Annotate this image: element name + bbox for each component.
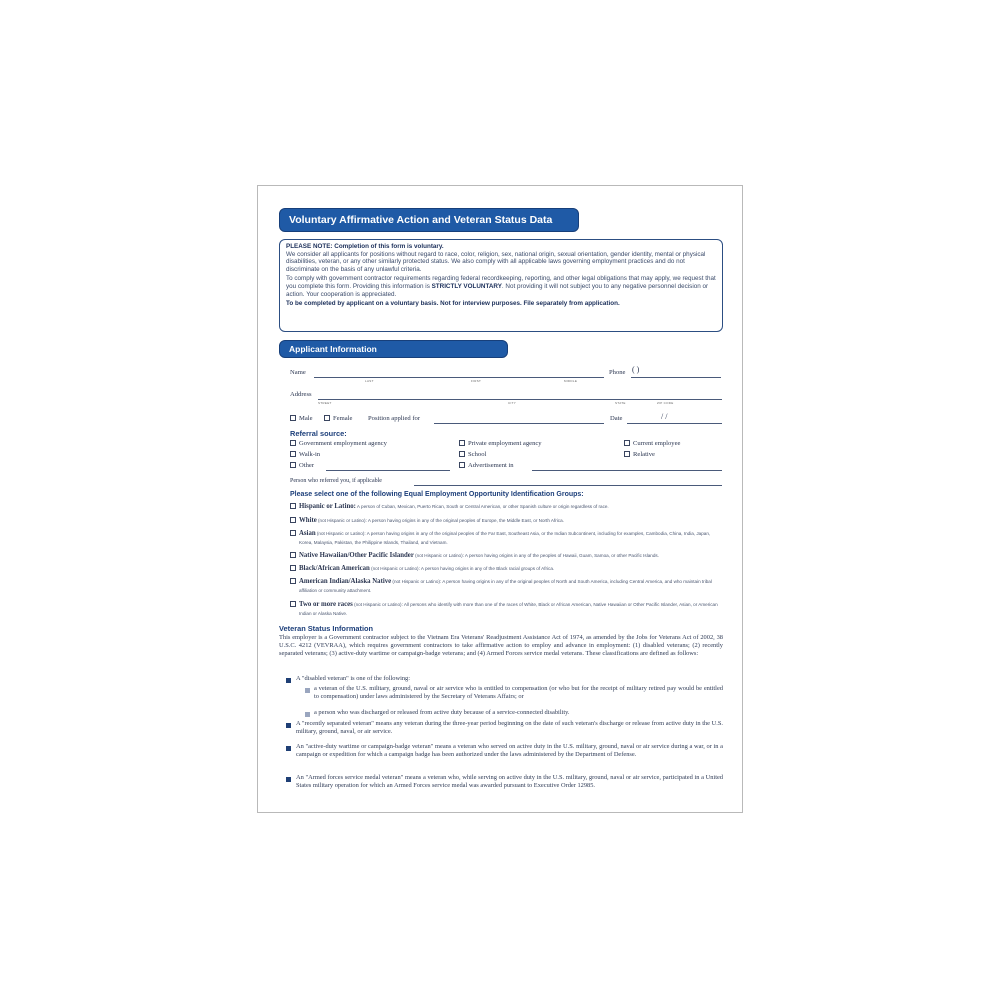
name-label: Name xyxy=(290,369,306,376)
veteran-bullet: A "recently separated veteran" means any veteran during the three-year period beginning on the date of such veteran's discharge or release from active duty in the U.S. military, ground, naval, or air service. xyxy=(296,720,723,735)
checkbox-icon xyxy=(290,517,296,523)
eeo-name: Native Hawaiian/Other Pacific Islander xyxy=(299,552,414,559)
bullet-square-icon xyxy=(286,777,291,782)
eeo-name: Black/African American xyxy=(299,565,370,572)
referral-option[interactable] xyxy=(459,451,486,459)
referral-option-label: Relative xyxy=(633,451,655,458)
eeo-name: Hispanic or Latino: xyxy=(299,503,356,510)
checkbox-icon xyxy=(290,565,296,571)
other-input[interactable] xyxy=(326,470,450,471)
phone-parens: ( ) xyxy=(632,365,640,374)
referred-by-input[interactable] xyxy=(414,485,722,486)
bullet-square-icon xyxy=(286,723,291,728)
checkbox-icon xyxy=(624,440,630,446)
referral-option[interactable] xyxy=(459,462,514,470)
eeo-option[interactable] xyxy=(299,577,724,595)
checkbox-icon xyxy=(459,462,465,468)
female-label: Female xyxy=(333,415,353,422)
sub-bullet-icon xyxy=(305,688,310,693)
referral-option-label: Current employee xyxy=(633,440,681,447)
eeo-option[interactable] xyxy=(299,551,724,560)
address-sub-zip: ZIP CODE xyxy=(657,401,674,405)
checkbox-icon xyxy=(459,440,465,446)
referral-option-label: Walk-in xyxy=(299,451,321,458)
veteran-heading: Veteran Status Information xyxy=(279,624,374,633)
notice-p2-end: . Not providing it will not subject you to any negative personnel decision or action. Your cooperation is appreciated. xyxy=(286,282,709,298)
veteran-bullet: An "Armed forces service medal veteran" means a veteran who, while serving on active duty in the U.S. military, ground, naval or air service, participated in a United States military operation for which an Armed Forces service medal was awarded pursuant to Executive Order 12985. xyxy=(296,774,723,789)
eeo-desc: (not Hispanic or Latino): A person having origins in any of the Black racial groups of Africa. xyxy=(369,566,555,571)
eeo-option[interactable] xyxy=(299,502,724,511)
referral-option[interactable] xyxy=(290,462,314,470)
eeo-option[interactable] xyxy=(299,516,724,525)
referral-option-label: Private employment agency xyxy=(468,440,542,447)
referral-option[interactable] xyxy=(624,451,655,459)
referral-heading: Referral source: xyxy=(290,429,347,438)
referral-option-label: Other xyxy=(299,462,315,469)
eeo-desc: (not Hispanic or Latino): All persons who identify with more than one of the races of White, Black or African American, Native Hawaiian or Other Pacific Islander, Asian, or American Indian or Alaska Native. xyxy=(299,602,718,616)
notice-heading: PLEASE NOTE: Completion of this form is voluntary. xyxy=(286,243,444,250)
eeo-desc: (not Hispanic or Latino): A person having origins in any of the original peoples of North and South America, including Central America, and who maintain tribal affiliation or community attachment. xyxy=(299,579,712,593)
eeo-option[interactable] xyxy=(299,529,724,547)
phone-input[interactable] xyxy=(631,377,721,378)
notice-p2: To comply with government contractor requirements regarding federal recordkeeping, reporting, and other legal obligations that may apply, we request that you complete this form. Providing this information is xyxy=(286,275,716,290)
eeo-desc: A person of Cuban, Mexican, Puerto Rican, South or Central American, or other Spanish culture or origin regardless of race. xyxy=(355,504,609,509)
checkbox-icon xyxy=(324,415,330,421)
male-label: Male xyxy=(299,415,313,422)
position-label: Position applied for xyxy=(368,415,421,422)
address-sub-street: STREET xyxy=(318,401,332,405)
address-input[interactable] xyxy=(318,399,722,400)
eeo-name: American Indian/Alaska Native xyxy=(299,578,392,585)
checkbox-icon xyxy=(290,415,296,421)
notice-box xyxy=(279,239,723,332)
advertisement-input[interactable] xyxy=(532,470,722,471)
referral-option[interactable] xyxy=(459,440,542,448)
veteran-disabled-sub: a person who was discharged or released from active duty because of a service-connected disability. xyxy=(314,709,570,716)
notice-footer: To be completed by applicant on a voluntary basis. Not for interview purposes. File separately from application. xyxy=(286,300,620,308)
notice-strong: STRICTLY VOLUNTARY xyxy=(431,282,502,290)
name-input[interactable] xyxy=(314,377,604,378)
address-sub-state: STATE xyxy=(615,401,626,405)
name-sub-first: FIRST xyxy=(471,379,482,383)
checkbox-icon xyxy=(290,462,296,468)
phone-label: Phone xyxy=(609,369,626,376)
sub-bullet-icon xyxy=(305,712,310,717)
eeo-desc: (not Hispanic or Latino): A person having origins in any of the original peoples of Europe, the Middle East, or North Africa. xyxy=(316,518,564,523)
checkbox-icon xyxy=(459,451,465,457)
applicant-heading: Applicant Information xyxy=(279,340,508,358)
eeo-name: White xyxy=(299,517,317,524)
eeo-desc: (not Hispanic or Latino): A person having origins in any of the original peoples of the Far East, Southeast Asia, or the Indian Subcontinent, including for examples, Cambodia, China, India, Japan, Korea, Malaysia, Pakistan, the Philippine Islands, Thailand, and Vietnam. xyxy=(299,531,711,545)
referral-option[interactable] xyxy=(624,440,680,448)
eeo-heading: Please select one of the following Equal Employment Opportunity Identification Groups: xyxy=(290,491,584,498)
position-input[interactable] xyxy=(434,423,604,424)
checkbox-icon xyxy=(290,601,296,607)
checkbox-icon xyxy=(624,451,630,457)
checkbox-icon xyxy=(290,578,296,584)
address-sub-city: CITY xyxy=(508,401,517,405)
referral-option[interactable] xyxy=(290,440,387,448)
referral-option[interactable] xyxy=(290,451,320,459)
bullet-square-icon xyxy=(286,678,291,683)
eeo-desc: (not Hispanic or Latino): A person having origins in any of the peoples of Hawaii, Guam, Samoa, or other Pacific Islands. xyxy=(413,553,659,558)
checkbox-icon xyxy=(290,552,296,558)
referred-by-label: Person who referred you, if applicable xyxy=(290,478,382,484)
checkbox-icon xyxy=(290,451,296,457)
date-slashes: / / xyxy=(661,412,668,421)
veteran-disabled: A "disabled veteran" is one of the following: xyxy=(296,675,411,682)
bullet-square-icon xyxy=(286,746,291,751)
date-input[interactable] xyxy=(627,423,722,424)
address-label: Address xyxy=(290,391,312,398)
form-page xyxy=(257,185,743,813)
notice-p1: We consider all applicants for positions without regard to race, color, religion, sex, national origin, sexual orientation, gender identity, mental or physical disabilities, veteran, or any other similarly protected status. We also comply with all applicable laws governing employment practices and do not discriminate on the basis of any unlawful criteria. xyxy=(286,250,706,273)
veteran-bullet: An "active-duty wartime or campaign-badge veteran" means a veteran who served on active duty in the U.S. military, ground, naval or air service during a war, or in a campaign or expedition for which a campaign badge has been authorized under the laws administered by the Department of Defense. xyxy=(296,743,723,758)
name-sub-middle: MIDDLE xyxy=(564,379,578,383)
referral-option-label: Advertisement in xyxy=(468,462,514,469)
eeo-option[interactable] xyxy=(299,600,724,618)
form-title: Voluntary Affirmative Action and Veteran Status Data xyxy=(279,208,579,232)
name-sub-last: LAST xyxy=(365,379,374,383)
veteran-intro: This employer is a Government contractor subject to the Vietnam Era Veterans' Readjustment Assistance Act of 1974, as amended by the Jobs for Veterans Act of 2002, 38 U.S.C. 4212 (VEVRAA), which requires government contractors to take affirmative action to employ and advance in employment: (1) disabled veterans; (2) recently separated veterans; (3) active-duty wartime or campaign-badge veterans; and (4) Armed Forces service medal veterans. These classifications are defined as follows: xyxy=(279,634,723,657)
female-checkbox[interactable] xyxy=(324,415,352,423)
male-checkbox[interactable] xyxy=(290,415,313,423)
eeo-name: Two or more races xyxy=(299,601,353,608)
referral-option-label: School xyxy=(468,451,487,458)
referral-option-label: Government employment agency xyxy=(299,440,387,447)
checkbox-icon xyxy=(290,440,296,446)
checkbox-icon xyxy=(290,530,296,536)
checkbox-icon xyxy=(290,503,296,509)
date-label: Date xyxy=(610,415,623,422)
eeo-name: Asian xyxy=(299,530,316,537)
eeo-option[interactable] xyxy=(299,564,724,573)
veteran-disabled-sub: a veteran of the U.S. military, ground, naval or air service who is entitled to compensation (or who but for the receipt of military retired pay would be entitled to compensation) under laws administered by the Secretary of Veterans Affairs; or xyxy=(314,685,723,700)
